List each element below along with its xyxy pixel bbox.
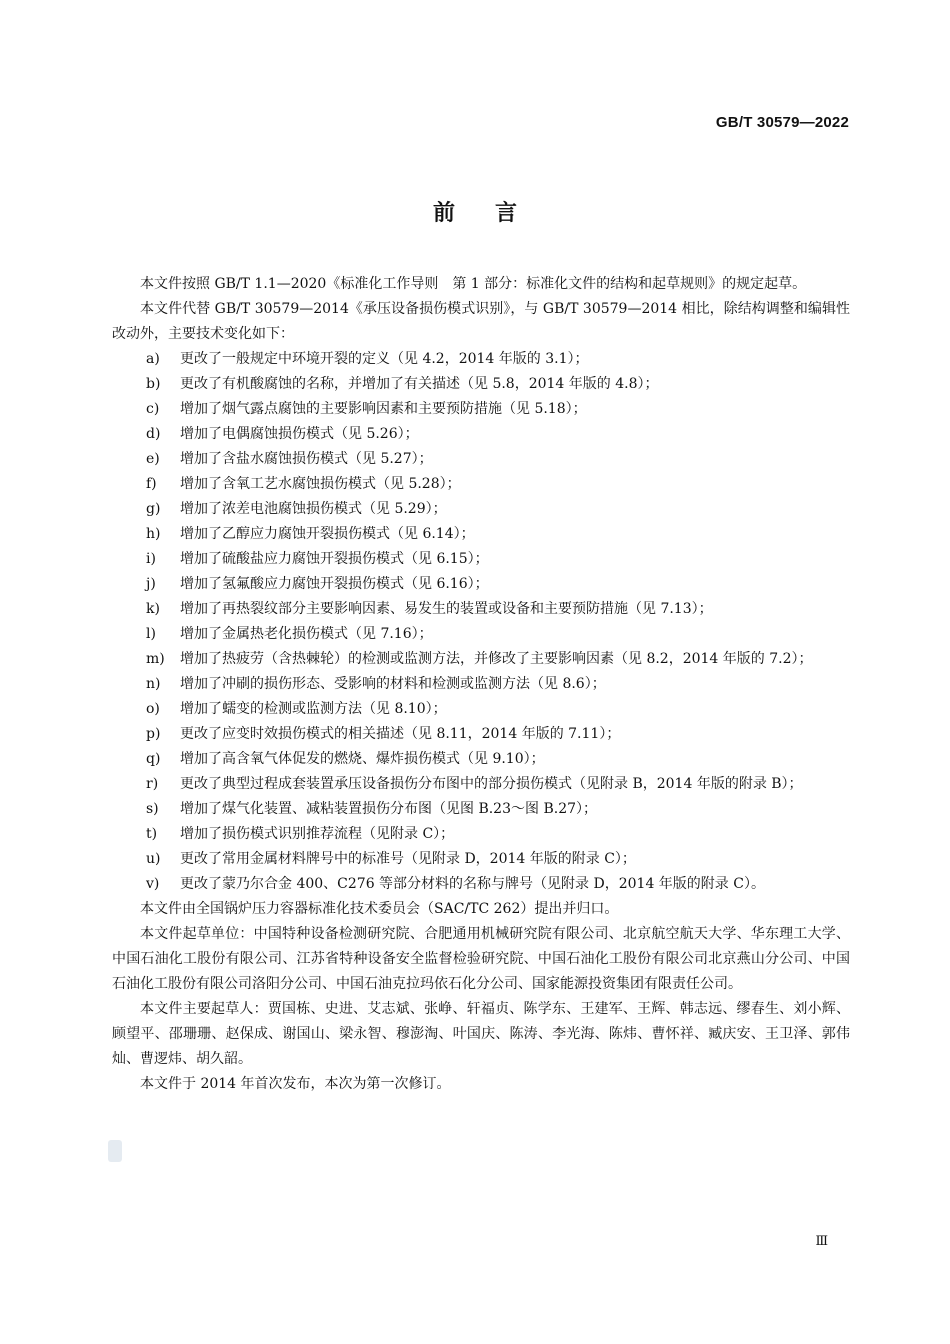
list-marker: v) xyxy=(146,876,160,892)
list-item xyxy=(112,397,850,422)
list-item xyxy=(112,622,850,647)
list-marker: m) xyxy=(146,651,165,667)
list-marker: h) xyxy=(146,526,161,542)
paragraph-drafters: 本文件主要起草人：贾国栋、史进、艾志斌、张峥、轩福贞、陈学东、王建军、王辉、韩志远、缪春生、刘小辉、顾望平、邵珊珊、赵保成、谢国山、梁永智、穆澎淘、叶国庆、陈涛、李光海、陈炜、曹怀祥、臧庆安、王卫泽、郭伟灿、曹逻炜、胡久韶。 xyxy=(112,1001,850,1067)
list-item xyxy=(112,472,850,497)
list-item xyxy=(112,497,850,522)
list-item xyxy=(112,597,850,622)
list-item xyxy=(112,772,850,797)
standard-code: GB/T 30579—2022 xyxy=(715,114,849,131)
list-item xyxy=(112,672,850,697)
list-item-text: 增加了含盐水腐蚀损伤模式（见 5.27）； xyxy=(180,451,433,467)
list-marker: t) xyxy=(146,826,158,842)
list-marker: e) xyxy=(146,451,160,467)
list-marker: g) xyxy=(146,501,161,517)
watermark-mark xyxy=(108,1140,122,1162)
list-marker: k) xyxy=(146,601,160,617)
list-item-text: 增加了蠕变的检测或监测方法（见 8.10）； xyxy=(180,701,447,717)
paragraph-drafting-units: 本文件起草单位：中国特种设备检测研究院、合肥通用机械研究院有限公司、北京航空航天大学、华东理工大学、中国石油化工股份有限公司、江苏省特种设备安全监督检验研究院、中国石油化工股份有限公司北京燕山分公司、中国石油化工股份有限公司洛阳分公司、中国石油克拉玛依石化分公司、国家能源投资集团有限责任公司。 xyxy=(112,926,850,992)
list-marker: r) xyxy=(146,776,159,792)
list-item-text: 更改了有机酸腐蚀的名称，并增加了有关描述（见 5.8，2014 年版的 4.8）； xyxy=(180,376,659,392)
list-item-text: 更改了应变时效损伤模式的相关描述（见 8.11，2014 年版的 7.11）； xyxy=(180,726,621,742)
list-item-text: 增加了热疲劳（含热棘轮）的检测或监测方法，并修改了主要影响因素（见 8.2，2014 年版的 7.2）； xyxy=(180,651,813,667)
list-item xyxy=(112,697,850,722)
list-item xyxy=(112,422,850,447)
paragraph-drafting-rules: 本文件按照 GB/T 1.1—2020《标准化工作导则 第 1 部分：标准化文件的结构和起草规则》的规定起草。 xyxy=(140,276,807,292)
list-item-text: 增加了高含氧气体促发的燃烧、爆炸损伤模式（见 9.10）； xyxy=(180,751,545,767)
list-item-text: 增加了损伤模式识别推荐流程（见附录 C）； xyxy=(180,826,455,842)
list-marker: q) xyxy=(146,751,161,767)
list-marker: p) xyxy=(146,726,161,742)
page-title: 前言 xyxy=(432,201,557,226)
list-item xyxy=(112,797,850,822)
list-item xyxy=(112,847,850,872)
list-item xyxy=(112,747,850,772)
list-item-text: 增加了浓差电池腐蚀损伤模式（见 5.29）； xyxy=(180,501,447,517)
list-item-text: 更改了一般规定中环境开裂的定义（见 4.2，2014 年版的 3.1）； xyxy=(180,351,589,367)
list-item xyxy=(112,372,850,397)
list-item-text: 增加了氢氟酸应力腐蚀开裂损伤模式（见 6.16）； xyxy=(180,576,489,592)
list-item xyxy=(112,447,850,472)
list-item-text: 增加了再热裂纹部分主要影响因素、易发生的装置或设备和主要预防措施（见 7.13）； xyxy=(180,601,713,617)
list-item xyxy=(112,872,850,897)
list-marker: a) xyxy=(146,351,160,367)
paragraph-replacement: 本文件代替 GB/T 30579—2014《承压设备损伤模式识别》，与 GB/T 30579—2014 相比，除结构调整和编辑性改动外，主要技术变化如下： xyxy=(112,301,850,342)
list-item-text: 增加了金属热老化损伤模式（见 7.16）； xyxy=(180,626,433,642)
list-item-text: 增加了烟气露点腐蚀的主要影响因素和主要预防措施（见 5.18）； xyxy=(180,401,587,417)
list-marker: d) xyxy=(146,426,161,442)
list-marker: l) xyxy=(146,626,156,642)
list-item-text: 增加了煤气化装置、减粘装置损伤分布图（见图 B.23～图 B.27）； xyxy=(180,801,598,817)
list-item-text: 增加了乙醇应力腐蚀开裂损伤模式（见 6.14）； xyxy=(180,526,475,542)
list-marker: n) xyxy=(146,676,161,692)
list-marker: c) xyxy=(146,401,160,417)
list-item-text: 增加了电偶腐蚀损伤模式（见 5.26）； xyxy=(180,426,419,442)
list-marker: o) xyxy=(146,701,160,717)
paragraph-publication-history: 本文件于 2014 年首次发布，本次为第一次修订。 xyxy=(140,1076,451,1092)
list-marker: u) xyxy=(146,851,161,867)
list-item xyxy=(112,547,850,572)
paragraph-proposer: 本文件由全国锅炉压力容器标准化技术委员会（SAC/TC 262）提出并归口。 xyxy=(140,901,619,917)
list-marker: j) xyxy=(146,576,156,592)
list-item-text: 更改了常用金属材料牌号中的标准号（见附录 D，2014 年版的附录 C）； xyxy=(180,851,636,867)
page-number: Ⅲ xyxy=(815,1234,828,1249)
list-item xyxy=(112,572,850,597)
list-item xyxy=(112,722,850,747)
document-body xyxy=(112,272,850,1097)
list-item-text: 更改了典型过程成套装置承压设备损伤分布图中的部分损伤模式（见附录 B，2014 年版的附录 B）； xyxy=(180,776,803,792)
list-marker: s) xyxy=(146,801,159,817)
list-item-text: 更改了蒙乃尔合金 400、C276 等部分材料的名称与牌号（见附录 D，2014 年版的附录 C）。 xyxy=(180,876,765,892)
list-item xyxy=(112,647,850,672)
list-marker: f) xyxy=(146,476,157,492)
list-item-text: 增加了含氧工艺水腐蚀损伤模式（见 5.28）； xyxy=(180,476,461,492)
list-item-text: 增加了硫酸盐应力腐蚀开裂损伤模式（见 6.15）； xyxy=(180,551,489,567)
list-item xyxy=(112,822,850,847)
list-item xyxy=(112,347,850,372)
changes-list xyxy=(112,347,850,897)
list-item xyxy=(112,522,850,547)
list-marker: i) xyxy=(146,551,156,567)
list-marker: b) xyxy=(146,376,161,392)
list-item-text: 增加了冲刷的损伤形态、受影响的材料和检测或监测方法（见 8.6）； xyxy=(180,676,606,692)
